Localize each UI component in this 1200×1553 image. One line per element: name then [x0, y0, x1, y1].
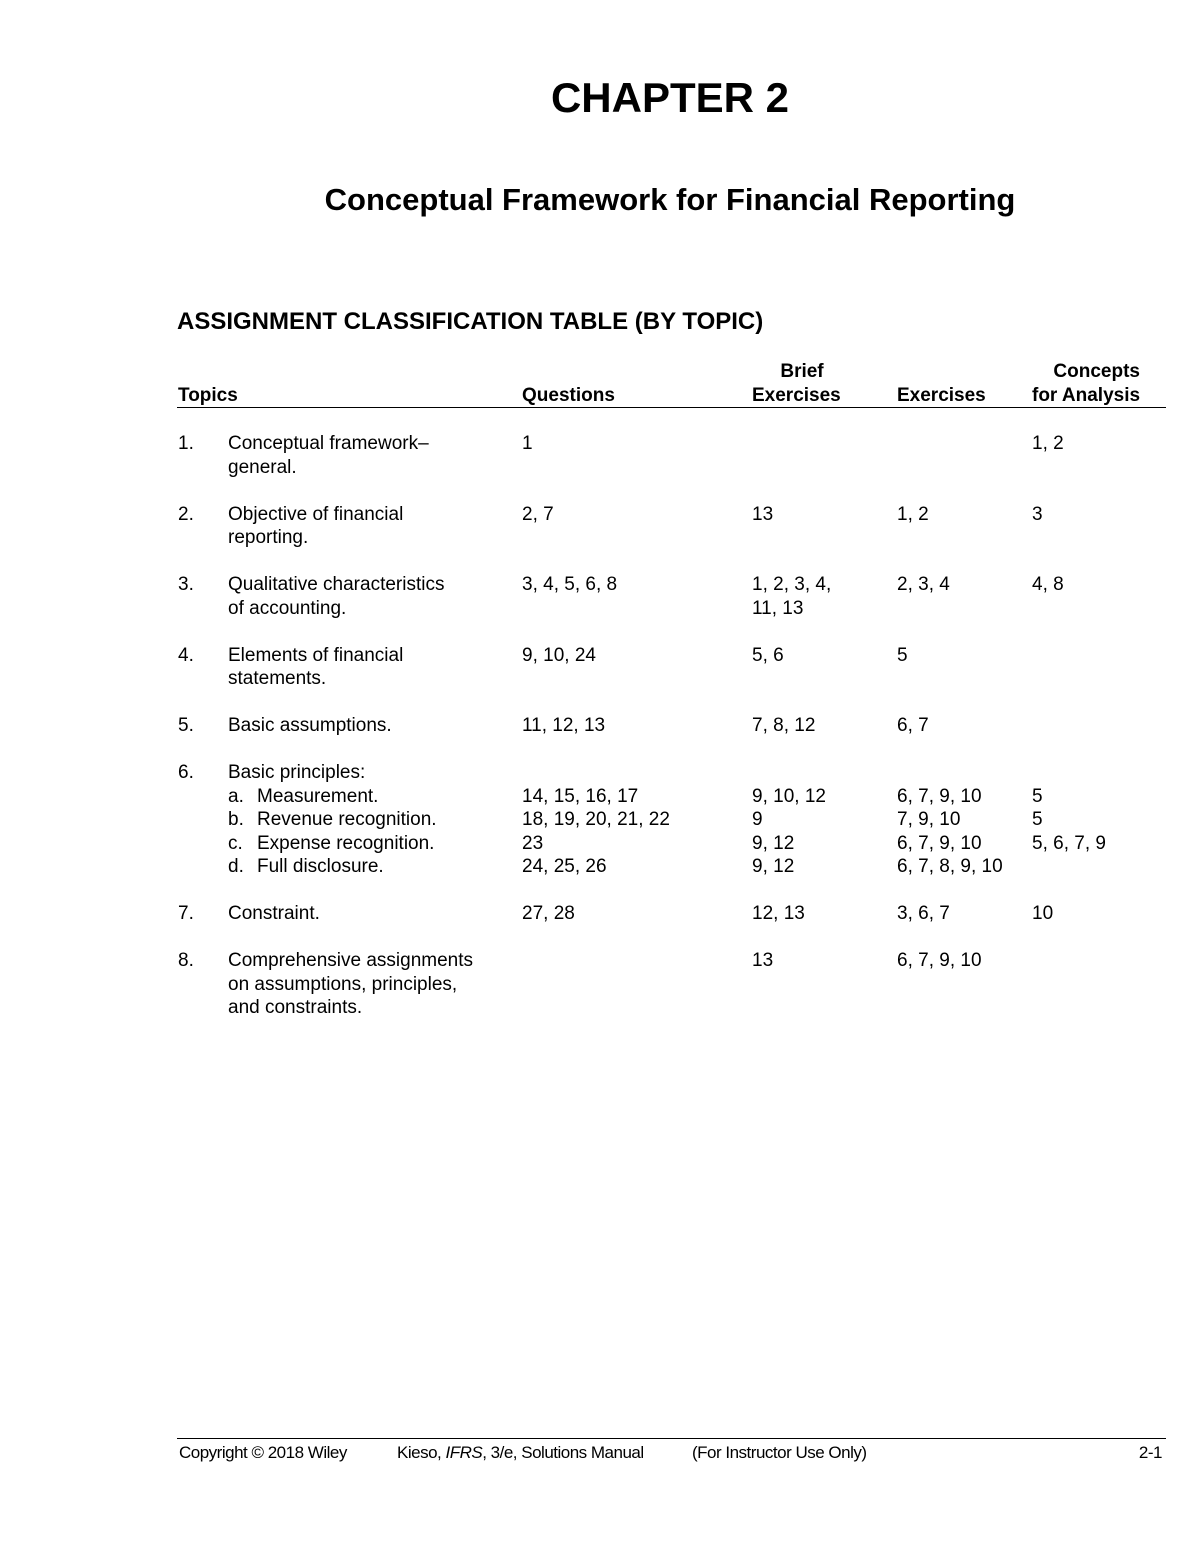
- subtopic-letter: b.: [228, 809, 244, 830]
- header-brief-1: Brief: [780, 361, 824, 382]
- subtopic-label: Measurement.: [257, 785, 379, 807]
- topic-label: Basic assumptions.: [228, 715, 392, 736]
- subtopic-letter: c.: [228, 832, 243, 854]
- topic-number: 8.: [178, 950, 194, 971]
- table-row-line: [177, 573, 1166, 597]
- exercises-cell: 2, 3, 4: [897, 574, 950, 595]
- brief-exercises-cell: 12, 13: [752, 903, 805, 924]
- header-brief-2: Exercises: [752, 384, 841, 406]
- table-row-line: [177, 855, 1166, 879]
- table-row: [177, 432, 1166, 479]
- exercises-cell: 6, 7, 9, 10: [897, 832, 982, 854]
- concepts-cell: 5: [1032, 809, 1043, 830]
- table-row: [177, 644, 1166, 691]
- chapter-title: CHAPTER 2: [550, 74, 790, 121]
- brief-exercises-cell: 9, 12: [752, 832, 795, 854]
- header-topics: Topics: [178, 384, 238, 406]
- header-exercises: Exercises: [897, 384, 986, 406]
- questions-cell: 24, 25, 26: [522, 856, 607, 877]
- table-header: [177, 360, 1166, 408]
- classification-table: [177, 432, 1166, 1043]
- table-row-line: [177, 644, 1166, 668]
- exercises-cell: 3, 6, 7: [897, 903, 950, 924]
- questions-cell: 27, 28: [522, 903, 575, 924]
- topic-number: 5.: [178, 715, 194, 736]
- brief-exercises-cell: 9, 10, 12: [752, 785, 826, 807]
- table-row-line: [177, 714, 1166, 738]
- table-row: [177, 714, 1166, 738]
- topic-label: Conceptual framework–: [228, 433, 429, 454]
- concepts-cell: 1, 2: [1032, 433, 1064, 454]
- table-row: [177, 761, 1166, 879]
- table-row-line: [177, 832, 1166, 856]
- header-questions: Questions: [522, 384, 615, 406]
- topic-label: and constraints.: [228, 997, 363, 1018]
- footer-book-prefix: Kieso,: [397, 1443, 446, 1462]
- questions-cell: 11, 12, 13: [522, 715, 606, 736]
- concepts-cell: 10: [1032, 903, 1054, 924]
- table-row-line: [177, 761, 1166, 785]
- exercises-cell: 6, 7, 9, 10: [897, 950, 982, 971]
- subtopic-label: Expense recognition.: [257, 832, 435, 854]
- table-row-line: [177, 456, 1166, 480]
- table-row: [177, 949, 1166, 1020]
- table-row-line: [177, 526, 1166, 550]
- table-row-line: [177, 808, 1166, 832]
- brief-exercises-cell: 7, 8, 12: [752, 715, 816, 736]
- brief-exercises-cell: 11, 13: [752, 597, 804, 619]
- concepts-cell: 4, 8: [1032, 574, 1064, 595]
- brief-exercises-cell: 5, 6: [752, 644, 784, 666]
- concepts-cell: 3: [1032, 503, 1043, 525]
- footer-page-number: 2-1: [1138, 1443, 1162, 1462]
- topic-label: Basic principles:: [228, 762, 366, 783]
- topic-number: 4.: [178, 644, 194, 666]
- table-row-line: [177, 785, 1166, 809]
- concepts-cell: 5, 6, 7, 9: [1032, 832, 1106, 854]
- concepts-cell: 5: [1032, 785, 1043, 807]
- topic-label: on assumptions, principles,: [228, 973, 458, 995]
- topic-number: 2.: [178, 503, 194, 525]
- footer-copyright: Copyright © 2018 Wiley: [179, 1443, 347, 1462]
- footer-book-suffix: , 3/e, Solutions Manual: [482, 1443, 644, 1462]
- topic-number: 3.: [178, 574, 194, 595]
- topic-label: Objective of financial: [228, 503, 404, 525]
- questions-cell: 9, 10, 24: [522, 644, 596, 666]
- topic-number: 7.: [178, 903, 194, 924]
- questions-cell: 1: [522, 433, 533, 454]
- topic-label: Elements of financial: [228, 644, 404, 666]
- table-row: [177, 503, 1166, 550]
- questions-cell: 23: [522, 832, 544, 854]
- topic-label: statements.: [228, 668, 327, 689]
- questions-cell: 18, 19, 20, 21, 22: [522, 809, 670, 830]
- footer-book-italic: IFRS: [445, 1443, 483, 1462]
- topic-label: Qualitative characteristics: [228, 574, 445, 595]
- brief-exercises-cell: 13: [752, 950, 774, 971]
- topic-number: 1.: [178, 433, 194, 454]
- table-row-line: [177, 996, 1166, 1020]
- topic-label: Comprehensive assignments: [228, 950, 474, 971]
- header-concepts-1: Concepts: [1053, 361, 1140, 382]
- brief-exercises-cell: 13: [752, 503, 774, 525]
- topic-label: of accounting.: [228, 597, 347, 619]
- exercises-cell: 7, 9, 10: [897, 809, 961, 830]
- chapter-subtitle: Conceptual Framework for Financial Reporting: [324, 182, 1016, 217]
- table-row-line: [177, 597, 1166, 621]
- subtopic-label: Revenue recognition.: [257, 809, 437, 830]
- exercises-cell: 6, 7, 8, 9, 10: [897, 856, 1003, 877]
- topic-label: reporting.: [228, 527, 309, 548]
- footer-note: (For Instructor Use Only): [692, 1443, 867, 1462]
- topic-label: Constraint.: [228, 903, 320, 924]
- questions-cell: 3, 4, 5, 6, 8: [522, 574, 618, 595]
- questions-cell: 14, 15, 16, 17: [522, 785, 639, 807]
- table-row-line: [177, 667, 1166, 691]
- brief-exercises-cell: 9, 12: [752, 856, 795, 877]
- exercises-cell: 6, 7: [897, 715, 929, 736]
- subtopic-letter: a.: [228, 785, 244, 807]
- page-footer: [177, 1438, 1166, 1462]
- brief-exercises-cell: 1, 2, 3, 4,: [752, 574, 832, 595]
- topic-label: general.: [228, 456, 297, 478]
- table-row: [177, 573, 1166, 620]
- exercises-cell: 1, 2: [897, 503, 929, 525]
- header-concepts-2: for Analysis: [1032, 384, 1141, 406]
- table-row-line: [177, 902, 1166, 926]
- table-row: [177, 902, 1166, 926]
- footer-book: [397, 1443, 644, 1463]
- exercises-cell: 6, 7, 9, 10: [897, 785, 982, 807]
- table-row-line: [177, 503, 1166, 527]
- table-row-line: [177, 432, 1166, 456]
- table-row-line: [177, 949, 1166, 973]
- subtopic-label: Full disclosure.: [257, 856, 384, 877]
- topic-number: 6.: [178, 762, 194, 783]
- questions-cell: 2, 7: [522, 503, 554, 525]
- section-title: ASSIGNMENT CLASSIFICATION TABLE (BY TOPIC): [177, 308, 764, 335]
- subtopic-letter: d.: [228, 856, 244, 877]
- table-row-line: [177, 973, 1166, 997]
- brief-exercises-cell: 9: [752, 809, 763, 830]
- exercises-cell: 5: [897, 644, 908, 666]
